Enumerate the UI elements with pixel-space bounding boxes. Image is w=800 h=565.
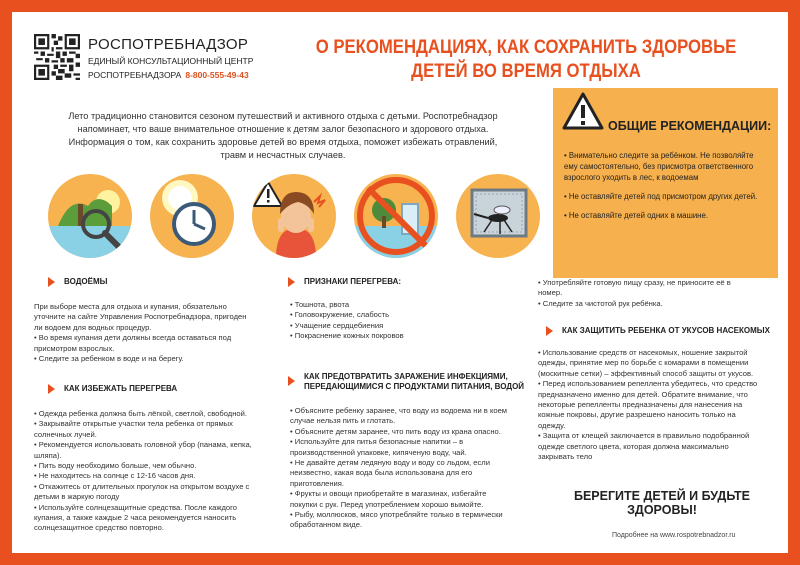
text-line: • Рыбу, моллюсков, мясо употребляйте только в термически	[290, 510, 503, 520]
section-title-insects: КАК ЗАЩИТИТЬ РЕБЕНКА ОТ УКУСОВ НАСЕКОМЫХ	[562, 326, 770, 335]
text-line: • Головокружение, слабость	[290, 310, 390, 320]
text-line: присмотром взрослых.	[34, 343, 115, 353]
water-scene-icon	[48, 174, 132, 258]
text-line: предназначено именно для детей. Обратите внимание, что	[538, 389, 748, 399]
section-food-continued-text	[538, 278, 778, 309]
infection-title-line1: КАК ПРЕДОТВРАТИТЬ ЗАРАЖЕНИЕ ИНФЕКЦИЯМИ,	[304, 372, 508, 381]
text-line: • Используйте солнцезащитные средства. После каждого	[34, 502, 237, 512]
intro-text	[48, 110, 518, 162]
text-line: • Фрукты и овощи приобретайте в магазинах, избегайте	[290, 489, 487, 499]
text-line: обработанном виде.	[290, 520, 363, 530]
section-bullet	[48, 277, 55, 287]
text-line: детьми в жаркую погоду	[34, 492, 120, 502]
intro-line1: Лето традиционно становится сезоном путешествий и активного отдыха с детьми. Роспотребнадзор	[68, 111, 498, 121]
section-bullet	[546, 326, 553, 336]
text-line: • Закрывайте открытые участки тела ребенка от прямых	[34, 419, 233, 429]
section-bullet	[288, 277, 295, 287]
section-title-overheat-avoid: КАК ИЗБЕЖАТЬ ПЕРЕГРЕВА	[64, 384, 178, 393]
org-line2-wrap	[88, 70, 278, 81]
text-line: случае нельзя пить и глотать.	[290, 416, 396, 426]
text-line: При выборе места для отдыха и купания, обязательно	[34, 302, 227, 311]
list-item: • Не оставляйте детей под присмотром других детей.	[564, 192, 758, 201]
general-recommendations-title: ОБЩИЕ РЕКОМЕНДАЦИИ:	[608, 119, 772, 133]
text-line: • Тошнота, рвота	[290, 300, 350, 309]
text-line: одежды, принятие мер по борьбе с комарами в помещении	[538, 358, 749, 368]
intro-line4: травм и несчастных случаев.	[220, 150, 346, 160]
infection-title-line2: ПЕРЕДАЮЩИМИСЯ С ПРОДУКТАМИ ПИТАНИЯ, ВОДОЙ	[304, 382, 525, 391]
text-line: шляпа).	[34, 450, 62, 460]
title-line1: О РЕКОМЕНДАЦИЯХ, КАК СОХРАНИТЬ ЗДОРОВЬЕ	[315, 37, 737, 58]
text-line: • Защита от клещей заключается в правильно подобранной	[538, 431, 750, 441]
hotline-phone[interactable]: 8-800-555-49-43	[185, 70, 249, 80]
text-line: • Покраснение кожных покровов	[290, 331, 404, 341]
illustration-row	[48, 174, 543, 260]
section-bullet	[48, 384, 55, 394]
poster	[12, 12, 788, 553]
text-line: закрывать тело	[538, 452, 593, 462]
text-line: уточните на сайте Управления Роспотребнадзора, пригоден	[34, 312, 247, 322]
org-line2: РОСПОТРЕБНАДЗОРА	[88, 70, 182, 80]
text-line: • Перед использованием репеллента убедитесь, что средство	[538, 379, 758, 389]
text-line: • Откажитесь от длительных прогулок на открытом воздухе с	[34, 481, 250, 491]
mosquito-net-icon	[456, 174, 540, 258]
intro-line3: Информация о том, как сохранить здоровье детей во время отдыха, поможет избежать отравлений,	[68, 137, 498, 147]
warning-icon	[562, 92, 604, 130]
text-line: • Используйте для питья безопасные напитки – в	[290, 437, 464, 447]
section-water-text	[34, 302, 284, 364]
list-item: • Внимательно следите за ребёнком. Не позволяйте ему самостоятельно, без присмотра ответственного взрослого уходить в лес, к водоемам	[564, 151, 754, 182]
section-overheat-signs-text	[290, 300, 530, 342]
text-line: неизвестно, какая вода была использована для его	[290, 468, 473, 478]
sun-clock-icon	[150, 174, 234, 258]
text-line: купания, а также каждые 2 часа рекомендуется наносить	[34, 513, 237, 523]
no-swimming-icon	[354, 174, 438, 258]
title-line2: ДЕТЕЙ ВО ВРЕМЯ ОТДЫХА	[411, 61, 641, 82]
intro-line2: напоминает, что ваше внимательное отношение к детям залог безопасного и здорового отдыха.	[77, 124, 489, 134]
text-line: одежде светлого цвета, которая должна максимально	[538, 441, 729, 451]
text-line: • Объясните детям заранее, что пить воду из крана опасно.	[290, 426, 501, 436]
text-line: кожные покровы, другие разрешено наносить только на	[538, 410, 736, 420]
text-line: (москитные сетки) – эффективный способ защиты от укусов.	[538, 368, 754, 378]
text-line: • Следите за ребенком в воде и на берегу.	[34, 354, 184, 364]
text-line: • Употребляйте готовую пищу сразу, не приносите её в	[538, 278, 731, 287]
text-line: • Пить воду необходимо больше, чем обычно.	[34, 461, 197, 471]
text-line: покупки с рук. Перед употреблением хорошо вымойте.	[290, 499, 484, 509]
slogan: БЕРЕГИТЕ ДЕТЕЙ И БУДЬТЕ ЗДОРОВЫ!	[573, 489, 751, 517]
text-line: солнечных лучей.	[34, 429, 97, 439]
qr-code-icon[interactable]	[34, 34, 80, 80]
text-line: • Объясните ребенку заранее, что воду из водоема ни в коем	[290, 406, 508, 415]
text-line: • Не давайте детям ледяную воду и воду со льдом, если	[290, 458, 490, 468]
text-line: приготовления.	[290, 478, 345, 488]
text-line: номер.	[538, 288, 563, 298]
text-line: • Использование средств от насекомых, ношение закрытой	[538, 348, 748, 357]
list-item: • Не оставляйте детей одних в машине.	[564, 211, 708, 220]
text-line: • Не находитесь на солнце с 12-16 часов дня.	[34, 471, 196, 481]
org-block	[88, 36, 278, 81]
page-title	[311, 36, 740, 84]
text-line: • Одежда ребенка должна быть лёгкой, светлой, свободной.	[34, 409, 247, 418]
section-infection-text	[290, 406, 535, 531]
text-line: • Рекомендуется использовать головной убор (панама, кепка,	[34, 440, 252, 450]
org-name: РОСПОТРЕБНАДЗОР	[88, 36, 249, 53]
text-line: производственной упаковке, кипяченую воду, чай.	[290, 447, 467, 457]
text-line: некоторые репелленты предназначены для нанесения на	[538, 400, 743, 410]
text-line: одежду.	[538, 420, 566, 430]
section-bullet	[288, 376, 295, 386]
text-line: • Во время купания дети должны всегда оставаться под	[34, 333, 232, 343]
footer-link[interactable]: Подробнее на www.rospotrebnadzor.ru	[612, 532, 736, 539]
section-overheat-avoid-text	[34, 409, 289, 534]
general-recommendations-list	[564, 150, 764, 229]
text-line: • Учащение сердцебиения	[290, 320, 384, 330]
overheat-child-icon	[252, 174, 336, 258]
section-insects-text	[538, 348, 778, 462]
section-title-infection	[304, 372, 524, 392]
section-title-overheat-signs: ПРИЗНАКИ ПЕРЕГРЕВА:	[304, 277, 402, 286]
section-title-water: ВОДОЁМЫ	[64, 277, 108, 286]
text-line: солнцезащитное средство повторно.	[34, 523, 164, 533]
text-line: • Следите за чистотой рук ребёнка.	[538, 298, 663, 308]
org-line1: ЕДИНЫЙ КОНСУЛЬТАЦИОННЫЙ ЦЕНТР	[88, 56, 254, 66]
text-line: ли водоем для водных процедур.	[34, 322, 152, 332]
